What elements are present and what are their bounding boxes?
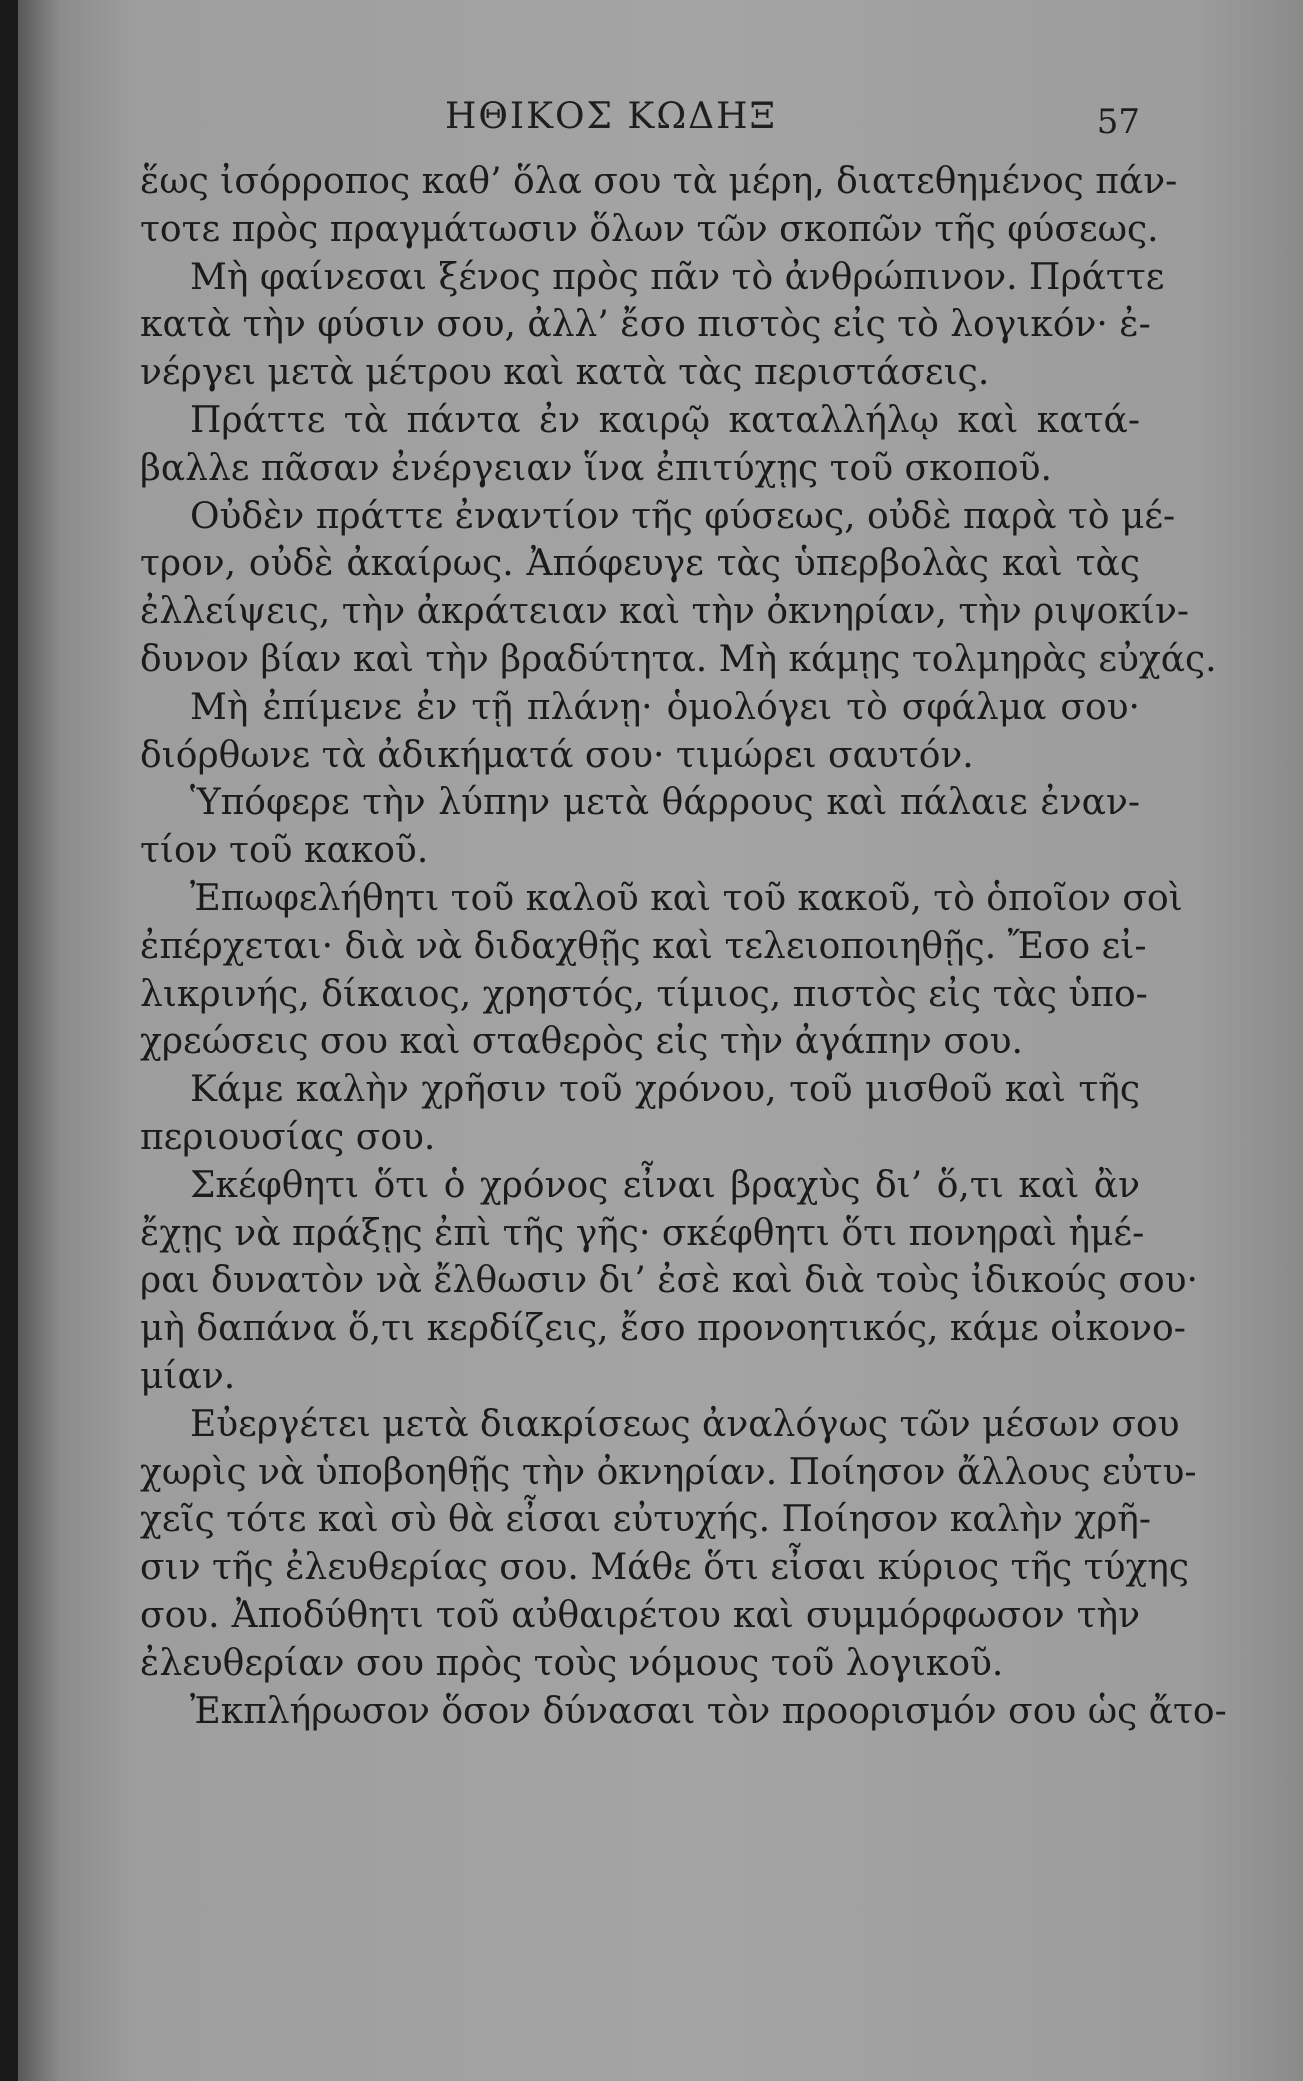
text-line: διόρθωνε τὰ ἀδικήματά σου· τιμώρει σαυτόν. [140, 734, 974, 776]
text-line: κατὰ τὴν φύσιν σου, ἀλλ’ ἔσο πιστὸς εἰς τὸ λογικόν· ἐ- [140, 304, 1151, 346]
page-header [140, 96, 1140, 146]
running-title: ΗΘΙΚΟΣ ΚΩΔΗΞ [445, 96, 777, 137]
text-line: περιουσίας σου. [140, 1116, 436, 1158]
text-line: νέργει μετὰ μέτρου καὶ κατὰ τὰς περιστάσεις. [140, 352, 990, 394]
text-line: Εὐεργέτει μετὰ διακρίσεως ἀναλόγως τῶν μέσων σου [190, 1403, 1180, 1445]
text-line: Μὴ φαίνεσαι ξένος πρὸς πᾶν τὸ ἀνθρώπινον. Πράττε [190, 256, 1165, 298]
text-line: Οὐδὲν πράττε ἐναντίον τῆς φύσεως, οὐδὲ παρὰ τὸ μέ- [190, 495, 1176, 537]
text-line: ἐπέρχεται· διὰ νὰ διδαχθῇς καὶ τελειοποιηθῇς. Ἔσο εἰ- [140, 925, 1147, 967]
text-line: ἐλευθερίαν σου πρὸς τοὺς νόμους τοῦ λογικοῦ. [140, 1642, 1004, 1684]
text-line: χωρὶς νὰ ὑποβοηθῇς τὴν ὀκνηρίαν. Ποίησον ἄλλους εὐτυ- [140, 1451, 1197, 1493]
text-line: ραι δυνατὸν νὰ ἔλθωσιν δι’ ἐσὲ καὶ διὰ τοὺς ἰδικούς σου· [140, 1260, 1198, 1302]
book-spine-shadow [0, 0, 18, 2081]
text-line: Ἐπωφελήθητι τοῦ καλοῦ καὶ τοῦ κακοῦ, τὸ ὁποῖον σοὶ [190, 877, 1183, 919]
text-line: μὴ δαπάνα ὅ,τι κερδίζεις, ἔσο προνοητικός, κάμε οἰκονο- [140, 1308, 1186, 1350]
page-number: 57 [1096, 102, 1140, 142]
text-line: Πράττε τὰ πάντα ἐν καιρῷ καταλλήλῳ καὶ κατά- [190, 399, 1140, 441]
text-line: δυνον βίαν καὶ τὴν βραδύτητα. Μὴ κάμῃς τολμηρὰς εὐχάς. [140, 638, 1217, 680]
text-line: Ὑπόφερε τὴν λύπην μετὰ θάρρους καὶ πάλαιε ἐναν- [190, 782, 1140, 824]
text-line: Ἐκπλήρωσον ὅσον δύνασαι τὸν προορισμόν σου ὡς ἄτο- [190, 1690, 1227, 1732]
text-line: ἕως ἰσόρροπος καθ’ ὅλα σου τὰ μέρη, διατεθημένος πάν- [140, 161, 1178, 202]
text-line: βαλλε πᾶσαν ἐνέργειαν ἵνα ἐπιτύχῃς τοῦ σκοποῦ. [140, 447, 1052, 489]
text-line: μίαν. [140, 1355, 236, 1397]
text-line: τοτε πρὸς πραγμάτωσιν ὅλων τῶν σκοπῶν τῆς φύσεως. [140, 208, 1159, 250]
text-line: τρον, οὐδὲ ἀκαίρως. Ἀπόφευγε τὰς ὑπερβολὰς καὶ τὰς [140, 543, 1140, 585]
text-line: Μὴ ἐπίμενε ἐν τῇ πλάνῃ· ὁμολόγει τὸ σφάλμα σου· [190, 686, 1140, 728]
text-line: ἐλλείψεις, τὴν ἀκράτειαν καὶ τὴν ὀκνηρίαν, τὴν ριψοκίν- [140, 591, 1190, 633]
text-line: τίον τοῦ κακοῦ. [140, 830, 429, 872]
text-line: χρεώσεις σου καὶ σταθερὸς εἰς τὴν ἀγάπην σου. [140, 1021, 1023, 1063]
text-line: σιν τῆς ἐλευθερίας σου. Μάθε ὅτι εἶσαι κύριος τῆς τύχης [140, 1547, 1189, 1589]
text-line: Κάμε καλὴν χρῆσιν τοῦ χρόνου, τοῦ μισθοῦ καὶ τῆς [190, 1069, 1140, 1111]
body-text [140, 158, 1227, 1735]
text-line: λικρινής, δίκαιος, χρηστός, τίμιος, πιστὸς εἰς τὰς ὑπο- [140, 973, 1148, 1015]
text-line: χεῖς τότε καὶ σὺ θὰ εἶσαι εὐτυχής. Ποίησον καλὴν χρῆ- [140, 1499, 1152, 1541]
text-line: ἔχῃς νὰ πράξῃς ἐπὶ τῆς γῆς· σκέφθητι ὅτι πονηραὶ ἡμέ- [140, 1212, 1145, 1254]
text-line: σου. Ἀποδύθητι τοῦ αὐθαιρέτου καὶ συμμόρφωσον τὴν [140, 1594, 1140, 1636]
text-line: Σκέφθητι ὅτι ὁ χρόνος εἶναι βραχὺς δι’ ὅ,τι καὶ ἂν [190, 1164, 1140, 1206]
